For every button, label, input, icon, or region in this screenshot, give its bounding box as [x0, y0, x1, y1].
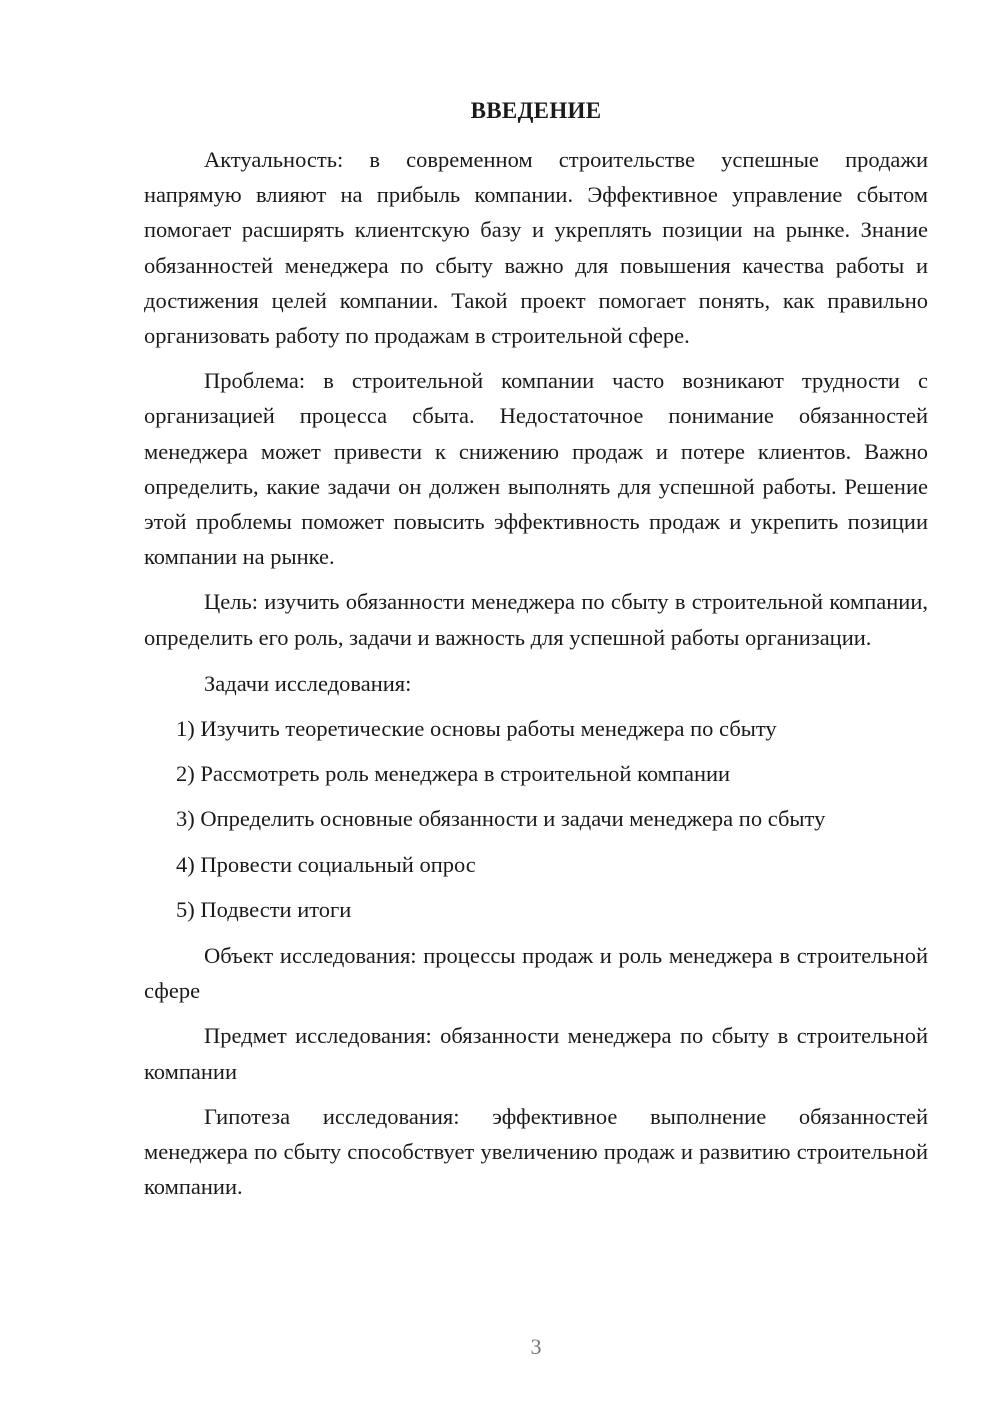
- paragraph-relevance: Актуальность: в современном строительстве успешные продажи напрямую влияют на прибыль компании. Эффективное управление сбытом помогает расширять клиентскую базу и укреплять позиции на рынке. Знание обязанностей менеджера по сбыту важно для повышения качества работы и достижения целей компании. Такой проект помогает понять, как правильно организовать работу по продажам в строительной сфере.: [144, 147, 928, 349]
- tasks-heading: Задачи исследования:: [204, 670, 412, 696]
- list-item: 2) Рассмотреть роль менеджера в строительной компании: [176, 761, 731, 787]
- list-item: 5) Подвести итоги: [176, 896, 352, 922]
- paragraph-object: Объект исследования: процессы продаж и роль менеджера в строительной сфере: [144, 943, 928, 1004]
- page-number: 3: [530, 1334, 542, 1359]
- paragraph-subject: Предмет исследования: обязанности менеджера по сбыту в строительной компании: [144, 1023, 928, 1084]
- page-title: ВВЕДЕНИЕ: [470, 98, 602, 123]
- paragraph-goal: Цель: изучить обязанности менеджера по сбыту в строительной компании, определить его роль, задачи и важность для успешной работы организации.: [144, 589, 928, 650]
- paragraph-hypothesis: Гипотеза исследования: эффективное выполнение обязанностей менеджера по сбыту способствует увеличению продаж и развитию строительной компании.: [144, 1103, 928, 1200]
- paragraph-problem: Проблема: в строительной компании часто возникают трудности с организацией процесса сбыта. Недостаточное понимание обязанностей менеджера может привести к снижению продаж и потере клиентов. Важно определить, какие задачи он должен выполнять для успешной работы. Решение этой проблемы поможет повысить эффективность продаж и укрепить позиции компании на рынке.: [144, 368, 928, 570]
- list-item: 3) Определить основные обязанности и задачи менеджера по сбыту: [176, 806, 826, 832]
- tasks-list: [144, 711, 928, 927]
- list-item: 4) Провести социальный опрос: [176, 851, 476, 877]
- document-body: [144, 142, 928, 1204]
- list-item: 1) Изучить теоретические основы работы менеджера по сбыту: [176, 716, 777, 742]
